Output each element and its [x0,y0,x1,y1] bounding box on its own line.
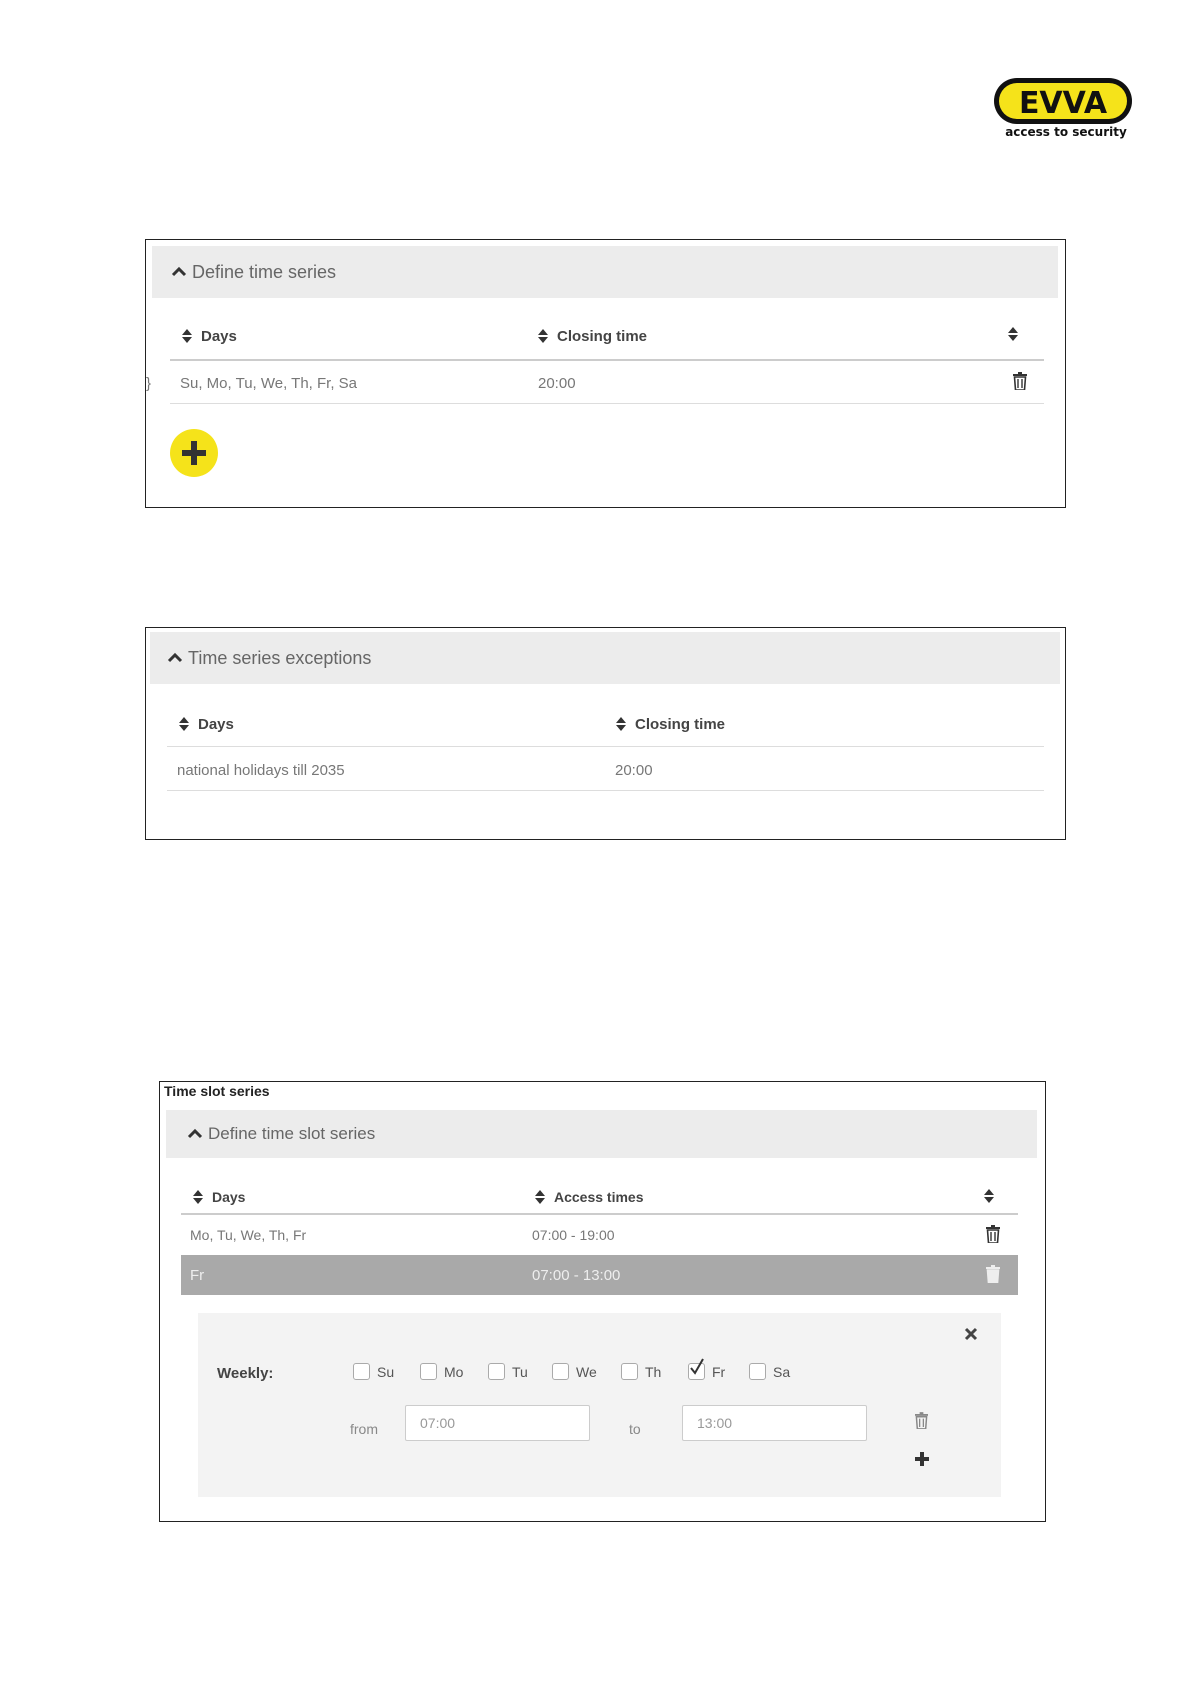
divider [170,403,1044,404]
divider [170,359,1044,361]
row-time: 20:00 [615,761,653,779]
from-time-input[interactable] [405,1405,590,1441]
checkbox-box[interactable] [749,1363,766,1380]
to-label: to [629,1421,641,1437]
checkbox-su[interactable]: Su [353,1363,394,1380]
to-time-input[interactable] [682,1405,867,1441]
closing-time-column-header[interactable]: Closing time [538,328,647,345]
trash-icon[interactable] [1013,372,1027,394]
time-series-exceptions-header[interactable] [150,632,1060,684]
row-time: 07:00 - 19:00 [532,1227,615,1243]
days-column-header[interactable]: Days [179,716,234,733]
divider [167,790,1044,791]
checkbox-mo[interactable]: Mo [420,1363,463,1380]
chevron-up-icon [166,649,184,667]
sort-icon [538,329,548,343]
trash-icon[interactable] [915,1412,928,1434]
row-days: Fr [190,1267,205,1284]
time-slot-series-panel [159,1081,1046,1522]
logo-brand: EVVA [1018,86,1108,121]
panel-title: Define time slot series [208,1124,376,1143]
divider [167,746,1044,747]
checkbox-box-checked[interactable] [688,1363,705,1380]
define-time-series-header[interactable] [152,246,1058,298]
checkbox-box[interactable] [552,1363,569,1380]
sort-icon [535,1190,545,1204]
time-slot-editor [198,1313,1001,1497]
check-icon [689,1358,705,1376]
days-column-header[interactable]: Days [193,1189,245,1205]
panel-caption: Time slot series [164,1083,270,1099]
table-header [146,712,1067,736]
table-header [160,1186,1047,1208]
table-header [146,324,1067,348]
from-label: from [350,1421,378,1437]
sort-icon [182,329,192,343]
add-button[interactable] [170,429,218,477]
close-icon[interactable] [964,1327,978,1346]
trash-icon[interactable] [986,1265,1000,1288]
days-column-header[interactable]: Days [182,328,237,345]
checkbox-tu[interactable]: Tu [488,1363,528,1380]
plus-icon [182,441,206,465]
checkbox-box[interactable] [353,1363,370,1380]
evva-logo [992,76,1134,140]
row-time: 20:00 [538,374,576,392]
checkbox-we[interactable]: We [552,1363,597,1380]
panel-title: Time series exceptions [188,647,372,668]
checkbox-box[interactable] [420,1363,437,1380]
table-row[interactable] [160,1218,1047,1252]
checkbox-box[interactable] [621,1363,638,1380]
define-time-slot-series-header[interactable] [166,1110,1037,1158]
weekly-label: Weekly: [217,1365,274,1382]
define-time-series-panel [145,239,1066,508]
table-row[interactable] [146,753,1067,787]
sort-icon [1008,327,1018,341]
selected-table-row[interactable] [181,1255,1018,1295]
closing-time-column-header[interactable]: Closing time [616,716,725,733]
panel-title: Define time series [192,261,337,282]
sort-icon [179,717,189,731]
trash-icon[interactable] [986,1225,1000,1246]
sort-icon [984,1189,994,1203]
table-row[interactable]: Su, Mo, Tu, We, Th, Fr, Sa 20:00 } [146,366,1067,400]
access-times-column-header[interactable]: Access times [535,1189,644,1205]
sort-icon [193,1190,203,1204]
divider [181,1213,1018,1215]
row-days: Su, Mo, Tu, We, Th, Fr, Sa [180,374,358,392]
checkbox-box[interactable] [488,1363,505,1380]
time-series-exceptions-panel [145,627,1066,840]
add-time-slot-icon[interactable] [915,1452,929,1471]
actions-column-header[interactable] [1008,327,1027,345]
chevron-up-icon [170,263,188,281]
sort-icon [616,717,626,731]
row-days: national holidays till 2035 [177,761,345,779]
checkbox-sa[interactable]: Sa [749,1363,790,1380]
logo-tagline: access to security [1005,125,1127,139]
checkbox-fr[interactable]: Fr [688,1363,725,1380]
chevron-up-icon [186,1125,204,1143]
checkbox-th[interactable]: Th [621,1363,661,1380]
row-time: 07:00 - 13:00 [532,1267,621,1284]
row-days: Mo, Tu, We, Th, Fr [190,1227,307,1243]
actions-column-header[interactable] [984,1189,1003,1206]
